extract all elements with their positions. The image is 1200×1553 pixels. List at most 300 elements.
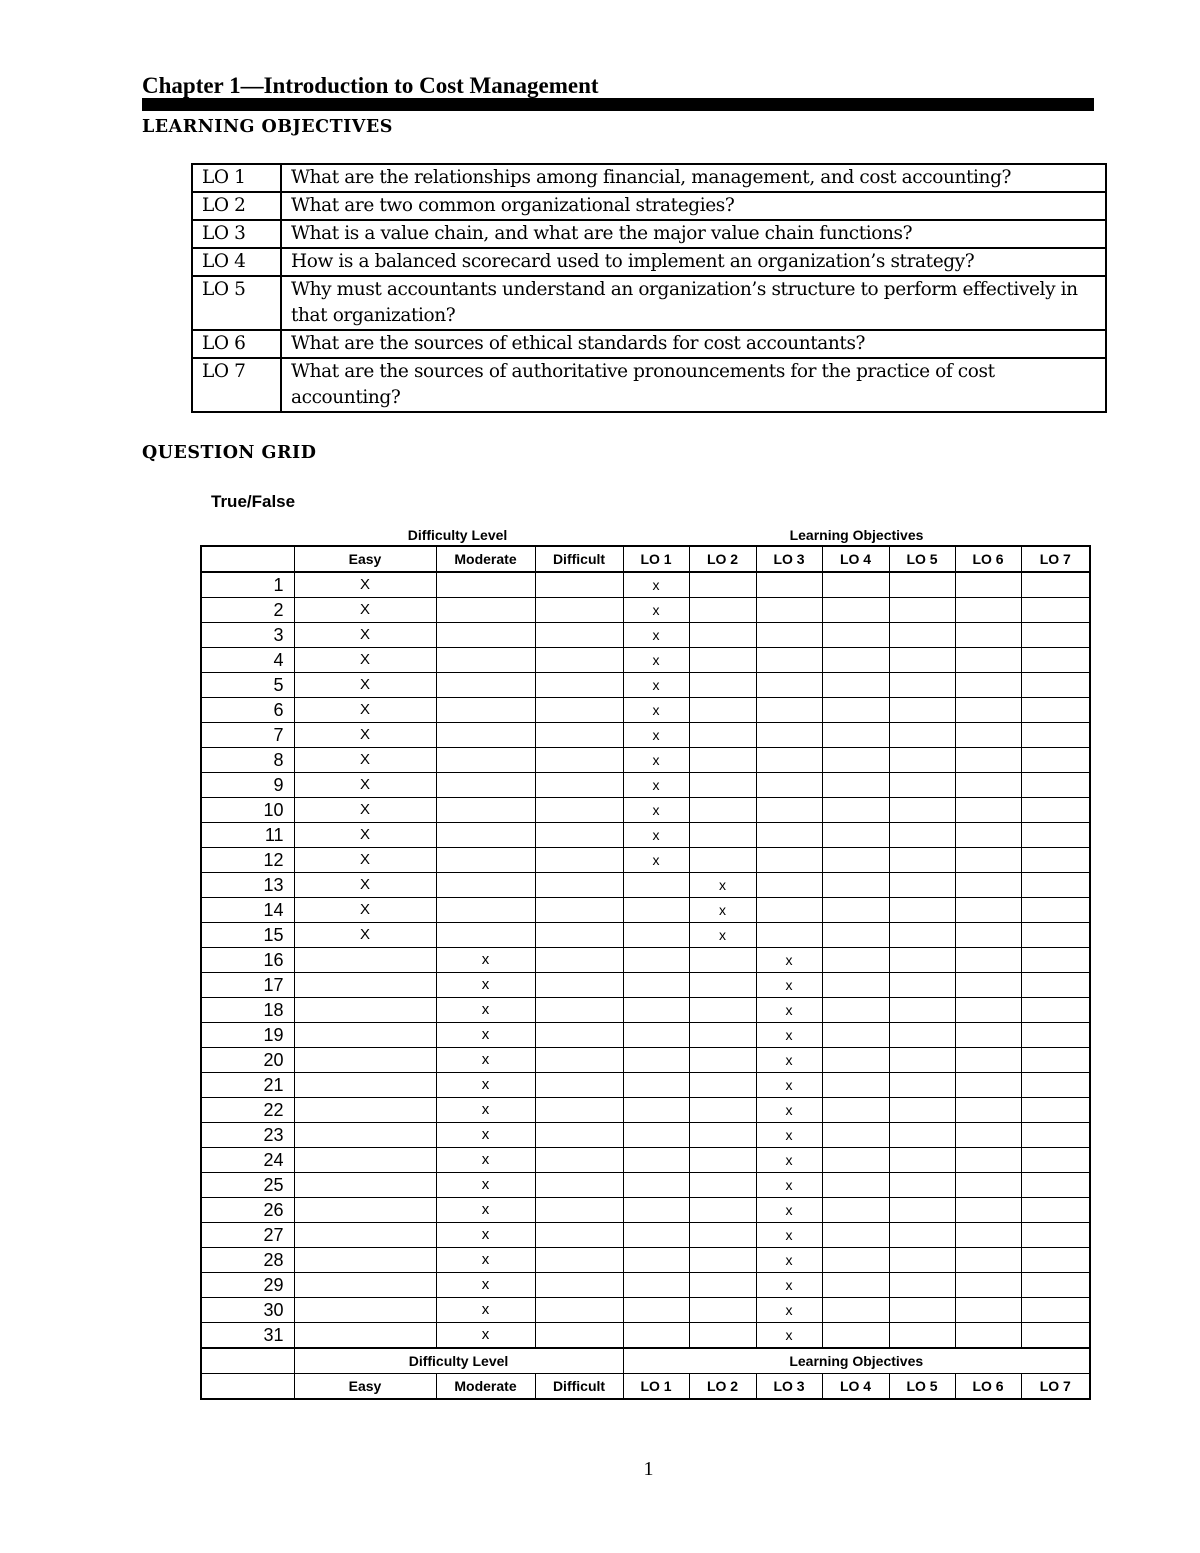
- lo-mark: [1021, 723, 1090, 748]
- lo-mark: [822, 673, 889, 698]
- lo-mark: [822, 1248, 889, 1273]
- lo-mark: [822, 1198, 889, 1223]
- lo-text: How is a balanced scorecard used to implement an organization’s strategy?: [281, 248, 1106, 276]
- header-blank-cell: [201, 546, 294, 572]
- lo-mark: [889, 623, 955, 648]
- difficulty-mark: [535, 723, 623, 748]
- lo-col-header: LO 3: [756, 1374, 822, 1400]
- lo-mark: [1021, 1173, 1090, 1198]
- difficulty-mark: [535, 923, 623, 948]
- lo-mark: [955, 1248, 1021, 1273]
- difficulty-mark: [535, 1323, 623, 1349]
- lo-mark: [623, 1323, 689, 1349]
- grid-row: [201, 1073, 1090, 1098]
- lo-mark: [689, 1098, 756, 1123]
- lo-mark: [822, 723, 889, 748]
- lo-mark: [623, 998, 689, 1023]
- lo-row: [192, 276, 1106, 330]
- difficulty-mark: x: [436, 1298, 535, 1323]
- lo-mark: [623, 1298, 689, 1323]
- question-number: 1: [201, 572, 294, 598]
- lo-mark: x: [623, 748, 689, 773]
- difficulty-mark: X: [294, 773, 436, 798]
- lo-mark: [756, 873, 822, 898]
- difficulty-mark: x: [436, 1148, 535, 1173]
- lo-mark: x: [756, 973, 822, 998]
- lo-row: [192, 220, 1106, 248]
- lo-mark: [623, 1148, 689, 1173]
- lo-mark: [623, 973, 689, 998]
- lo-mark: [955, 923, 1021, 948]
- lo-mark: [822, 648, 889, 673]
- grid-row: [201, 673, 1090, 698]
- lo-mark: [756, 598, 822, 623]
- lo-mark: [756, 748, 822, 773]
- grid-row: [201, 572, 1090, 598]
- lo-mark: x: [756, 1023, 822, 1048]
- grid-row: [201, 948, 1090, 973]
- lo-mark: [822, 1048, 889, 1073]
- grid-row: [201, 923, 1090, 948]
- lo-mark: x: [756, 1273, 822, 1298]
- lo-mark: [689, 698, 756, 723]
- lo-mark: [955, 673, 1021, 698]
- question-grid: [200, 545, 1091, 1400]
- lo-mark: [889, 1148, 955, 1173]
- lo-mark: [822, 923, 889, 948]
- lo-code: LO 4: [192, 248, 281, 276]
- difficulty-mark: x: [436, 1048, 535, 1073]
- lo-mark: [1021, 623, 1090, 648]
- lo-mark: x: [756, 1298, 822, 1323]
- lo-mark: [689, 848, 756, 873]
- lo-mark: [889, 923, 955, 948]
- difficulty-mark: [294, 1098, 436, 1123]
- lo-mark: [1021, 1023, 1090, 1048]
- question-number: 13: [201, 873, 294, 898]
- lo-mark: [955, 1098, 1021, 1123]
- difficulty-mark: X: [294, 598, 436, 623]
- lo-mark: [689, 1048, 756, 1073]
- question-number: 4: [201, 648, 294, 673]
- difficulty-mark: [535, 773, 623, 798]
- difficulty-mark: [436, 898, 535, 923]
- question-number: 26: [201, 1198, 294, 1223]
- title-rule: [142, 98, 1094, 111]
- lo-mark: [822, 1298, 889, 1323]
- difficulty-mark: [436, 748, 535, 773]
- lo-mark: [889, 848, 955, 873]
- grid-footer-group-row: [201, 1348, 1090, 1374]
- difficulty-mark: x: [436, 1273, 535, 1298]
- difficulty-mark: [535, 998, 623, 1023]
- lo-mark: [1021, 898, 1090, 923]
- lo-mark: [889, 572, 955, 598]
- grid-row: [201, 1123, 1090, 1148]
- question-number: 7: [201, 723, 294, 748]
- difficulty-mark: [535, 898, 623, 923]
- lo-mark: [1021, 1248, 1090, 1273]
- difficulty-mark: [294, 1298, 436, 1323]
- lo-code: LO 5: [192, 276, 281, 330]
- lo-mark: [889, 673, 955, 698]
- difficulty-mark: [294, 1273, 436, 1298]
- question-number: 24: [201, 1148, 294, 1173]
- lo-row: [192, 330, 1106, 358]
- difficulty-mark: x: [436, 1323, 535, 1349]
- lo-mark: [955, 973, 1021, 998]
- difficulty-mark: X: [294, 848, 436, 873]
- lo-mark: x: [756, 1223, 822, 1248]
- lo-col-header: LO 1: [623, 1374, 689, 1400]
- question-number: 28: [201, 1248, 294, 1273]
- lo-mark: [822, 798, 889, 823]
- lo-mark: [756, 798, 822, 823]
- lo-mark: [623, 873, 689, 898]
- lo-mark: [889, 1098, 955, 1123]
- lo-mark: [1021, 773, 1090, 798]
- difficulty-col-header: Easy: [294, 1374, 436, 1400]
- difficulty-mark: [294, 1073, 436, 1098]
- difficulty-mark: [535, 673, 623, 698]
- difficulty-col-header: Moderate: [436, 546, 535, 572]
- difficulty-mark: [535, 973, 623, 998]
- grid-row: [201, 798, 1090, 823]
- difficulty-mark: x: [436, 1098, 535, 1123]
- lo-mark: x: [756, 1173, 822, 1198]
- lo-mark: [955, 623, 1021, 648]
- lo-mark: [955, 648, 1021, 673]
- lo-mark: [889, 1323, 955, 1349]
- lo-mark: [1021, 1298, 1090, 1323]
- question-number: 17: [201, 973, 294, 998]
- lo-mark: [955, 798, 1021, 823]
- grid-row: [201, 1148, 1090, 1173]
- lo-code: LO 3: [192, 220, 281, 248]
- lo-mark: [623, 1198, 689, 1223]
- difficulty-mark: [294, 1323, 436, 1349]
- lo-mark: [822, 948, 889, 973]
- difficulty-mark: X: [294, 723, 436, 748]
- grid-row: [201, 723, 1090, 748]
- question-number: 3: [201, 623, 294, 648]
- grid-row: [201, 898, 1090, 923]
- lo-mark: x: [623, 648, 689, 673]
- lo-mark: [955, 723, 1021, 748]
- difficulty-mark: x: [436, 948, 535, 973]
- lo-mark: [822, 1073, 889, 1098]
- lo-mark: [689, 1123, 756, 1148]
- difficulty-mark: [535, 1298, 623, 1323]
- lo-mark: [822, 873, 889, 898]
- lo-mark: [955, 898, 1021, 923]
- difficulty-mark: [535, 798, 623, 823]
- lo-mark: x: [623, 848, 689, 873]
- lo-mark: x: [756, 1198, 822, 1223]
- difficulty-mark: [535, 948, 623, 973]
- lo-mark: [955, 1273, 1021, 1298]
- lo-mark: [889, 1273, 955, 1298]
- difficulty-mark: [436, 723, 535, 748]
- lo-mark: [889, 798, 955, 823]
- lo-mark: [955, 1148, 1021, 1173]
- difficulty-mark: X: [294, 873, 436, 898]
- difficulty-mark: [294, 948, 436, 973]
- difficulty-mark: [294, 1198, 436, 1223]
- lo-col-header: LO 7: [1021, 546, 1090, 572]
- lo-mark: [623, 898, 689, 923]
- lo-mark: [889, 698, 955, 723]
- lo-col-header: LO 5: [889, 546, 955, 572]
- difficulty-mark: [535, 1223, 623, 1248]
- difficulty-mark: x: [436, 1248, 535, 1273]
- difficulty-mark: [294, 1173, 436, 1198]
- difficulty-level-label: Difficulty Level: [407, 527, 508, 543]
- grid-row: [201, 1173, 1090, 1198]
- lo-mark: [689, 623, 756, 648]
- difficulty-mark: [535, 823, 623, 848]
- lo-mark: [822, 1173, 889, 1198]
- lo-mark: [889, 948, 955, 973]
- lo-mark: [623, 1048, 689, 1073]
- header-blank-cell: [201, 1374, 294, 1400]
- lo-col-header: LO 4: [822, 546, 889, 572]
- lo-col-header: LO 6: [955, 546, 1021, 572]
- lo-code: LO 1: [192, 164, 281, 192]
- lo-mark: [1021, 748, 1090, 773]
- learning-objectives-label: Learning Objectives: [789, 527, 924, 543]
- grid-row: [201, 1198, 1090, 1223]
- lo-mark: [756, 823, 822, 848]
- lo-mark: [889, 598, 955, 623]
- lo-mark: [955, 873, 1021, 898]
- question-number: 11: [201, 823, 294, 848]
- difficulty-mark: [535, 748, 623, 773]
- lo-mark: x: [756, 1048, 822, 1073]
- difficulty-mark: [436, 598, 535, 623]
- lo-mark: x: [689, 898, 756, 923]
- lo-mark: x: [756, 1123, 822, 1148]
- lo-mark: [822, 823, 889, 848]
- difficulty-mark: [535, 698, 623, 723]
- difficulty-mark: [535, 1073, 623, 1098]
- lo-mark: [689, 1323, 756, 1349]
- lo-mark: [822, 1273, 889, 1298]
- lo-text: What is a value chain, and what are the major value chain functions?: [281, 220, 1106, 248]
- difficulty-mark: [436, 848, 535, 873]
- lo-mark: [955, 1198, 1021, 1223]
- lo-mark: [689, 1173, 756, 1198]
- lo-col-header: LO 5: [889, 1374, 955, 1400]
- lo-row: [192, 192, 1106, 220]
- lo-mark: [889, 1173, 955, 1198]
- lo-mark: [756, 648, 822, 673]
- lo-mark: [1021, 1048, 1090, 1073]
- difficulty-mark: x: [436, 973, 535, 998]
- difficulty-mark: [294, 998, 436, 1023]
- lo-mark: [623, 1123, 689, 1148]
- chapter-title: Chapter 1—Introduction to Cost Management: [142, 73, 599, 98]
- difficulty-mark: [535, 1148, 623, 1173]
- lo-mark: [889, 1298, 955, 1323]
- lo-mark: x: [623, 572, 689, 598]
- question-number: 29: [201, 1273, 294, 1298]
- lo-mark: [1021, 998, 1090, 1023]
- difficulty-mark: [436, 873, 535, 898]
- difficulty-mark: X: [294, 898, 436, 923]
- lo-mark: x: [623, 823, 689, 848]
- lo-mark: [955, 1173, 1021, 1198]
- difficulty-mark: [535, 1198, 623, 1223]
- grid-row: [201, 973, 1090, 998]
- footer-difficulty-label: Difficulty Level: [294, 1348, 623, 1374]
- grid-row: [201, 1298, 1090, 1323]
- question-number: 20: [201, 1048, 294, 1073]
- lo-mark: [822, 973, 889, 998]
- question-number: 2: [201, 598, 294, 623]
- difficulty-mark: [294, 1023, 436, 1048]
- lo-mark: [756, 698, 822, 723]
- lo-col-header: LO 1: [623, 546, 689, 572]
- lo-mark: [955, 1223, 1021, 1248]
- grid-row: [201, 1023, 1090, 1048]
- lo-mark: [689, 723, 756, 748]
- question-number: 8: [201, 748, 294, 773]
- lo-mark: [689, 1298, 756, 1323]
- difficulty-mark: [436, 648, 535, 673]
- question-number: 16: [201, 948, 294, 973]
- grid-row: [201, 648, 1090, 673]
- lo-mark: [689, 572, 756, 598]
- lo-mark: [689, 673, 756, 698]
- lo-text: Why must accountants understand an organization’s structure to perform effectively in that organization?: [281, 276, 1106, 330]
- lo-mark: [889, 1198, 955, 1223]
- lo-mark: [756, 773, 822, 798]
- grid-row: [201, 698, 1090, 723]
- lo-mark: [955, 848, 1021, 873]
- difficulty-mark: [535, 848, 623, 873]
- lo-mark: x: [689, 923, 756, 948]
- lo-mark: [889, 1073, 955, 1098]
- grid-row: [201, 1323, 1090, 1349]
- lo-mark: [689, 773, 756, 798]
- lo-mark: [689, 973, 756, 998]
- grid-row: [201, 773, 1090, 798]
- lo-mark: [955, 998, 1021, 1023]
- lo-mark: [689, 1223, 756, 1248]
- lo-mark: [1021, 673, 1090, 698]
- difficulty-mark: [535, 1023, 623, 1048]
- question-number: 19: [201, 1023, 294, 1048]
- difficulty-mark: [535, 1048, 623, 1073]
- difficulty-mark: X: [294, 648, 436, 673]
- lo-mark: x: [623, 698, 689, 723]
- difficulty-mark: [535, 873, 623, 898]
- lo-mark: [889, 1223, 955, 1248]
- learning-objectives-heading: LEARNING OBJECTIVES: [142, 117, 393, 137]
- lo-mark: [756, 673, 822, 698]
- lo-mark: [623, 1173, 689, 1198]
- difficulty-col-header: Difficult: [535, 546, 623, 572]
- lo-mark: [756, 623, 822, 648]
- question-number: 6: [201, 698, 294, 723]
- lo-mark: [955, 948, 1021, 973]
- lo-mark: [889, 1023, 955, 1048]
- question-type-label: True/False: [211, 492, 296, 511]
- lo-mark: [623, 923, 689, 948]
- lo-mark: [689, 1023, 756, 1048]
- grid-row: [201, 1248, 1090, 1273]
- lo-mark: x: [756, 998, 822, 1023]
- lo-mark: [689, 823, 756, 848]
- difficulty-mark: [294, 1223, 436, 1248]
- lo-mark: [623, 1023, 689, 1048]
- lo-text: What are the relationships among financial, management, and cost accounting?: [281, 164, 1106, 192]
- grid-row: [201, 623, 1090, 648]
- lo-mark: [822, 1023, 889, 1048]
- lo-text: What are two common organizational strategies?: [281, 192, 1106, 220]
- difficulty-mark: [535, 572, 623, 598]
- question-number: 5: [201, 673, 294, 698]
- difficulty-mark: X: [294, 698, 436, 723]
- lo-mark: [822, 698, 889, 723]
- lo-mark: x: [689, 873, 756, 898]
- lo-mark: [756, 898, 822, 923]
- difficulty-mark: [535, 1248, 623, 1273]
- lo-mark: [955, 572, 1021, 598]
- difficulty-mark: [294, 1048, 436, 1073]
- lo-mark: [822, 998, 889, 1023]
- lo-mark: [1021, 1123, 1090, 1148]
- lo-mark: [1021, 1098, 1090, 1123]
- lo-text: What are the sources of authoritative pronouncements for the practice of cost accounting?: [281, 358, 1106, 412]
- lo-row: [192, 358, 1106, 412]
- footer-blank-cell: [201, 1348, 294, 1374]
- difficulty-mark: [535, 623, 623, 648]
- question-number: 22: [201, 1098, 294, 1123]
- question-number: 18: [201, 998, 294, 1023]
- lo-mark: x: [756, 948, 822, 973]
- difficulty-mark: [535, 648, 623, 673]
- lo-mark: [756, 848, 822, 873]
- lo-mark: [623, 1073, 689, 1098]
- lo-mark: [822, 1323, 889, 1349]
- lo-mark: [689, 998, 756, 1023]
- difficulty-mark: X: [294, 923, 436, 948]
- lo-mark: [889, 1248, 955, 1273]
- difficulty-mark: [436, 698, 535, 723]
- lo-mark: [1021, 1323, 1090, 1349]
- difficulty-mark: x: [436, 1073, 535, 1098]
- lo-mark: [623, 1248, 689, 1273]
- grid-row: [201, 823, 1090, 848]
- difficulty-mark: [294, 973, 436, 998]
- grid-row: [201, 998, 1090, 1023]
- lo-mark: [822, 898, 889, 923]
- lo-mark: [955, 1123, 1021, 1148]
- difficulty-mark: X: [294, 572, 436, 598]
- difficulty-mark: [436, 773, 535, 798]
- lo-mark: [1021, 698, 1090, 723]
- lo-mark: [889, 823, 955, 848]
- lo-mark: [1021, 572, 1090, 598]
- lo-mark: [955, 773, 1021, 798]
- difficulty-mark: X: [294, 823, 436, 848]
- lo-mark: [689, 1248, 756, 1273]
- question-number: 30: [201, 1298, 294, 1323]
- lo-mark: [1021, 1073, 1090, 1098]
- grid-footer-row: [201, 1374, 1090, 1400]
